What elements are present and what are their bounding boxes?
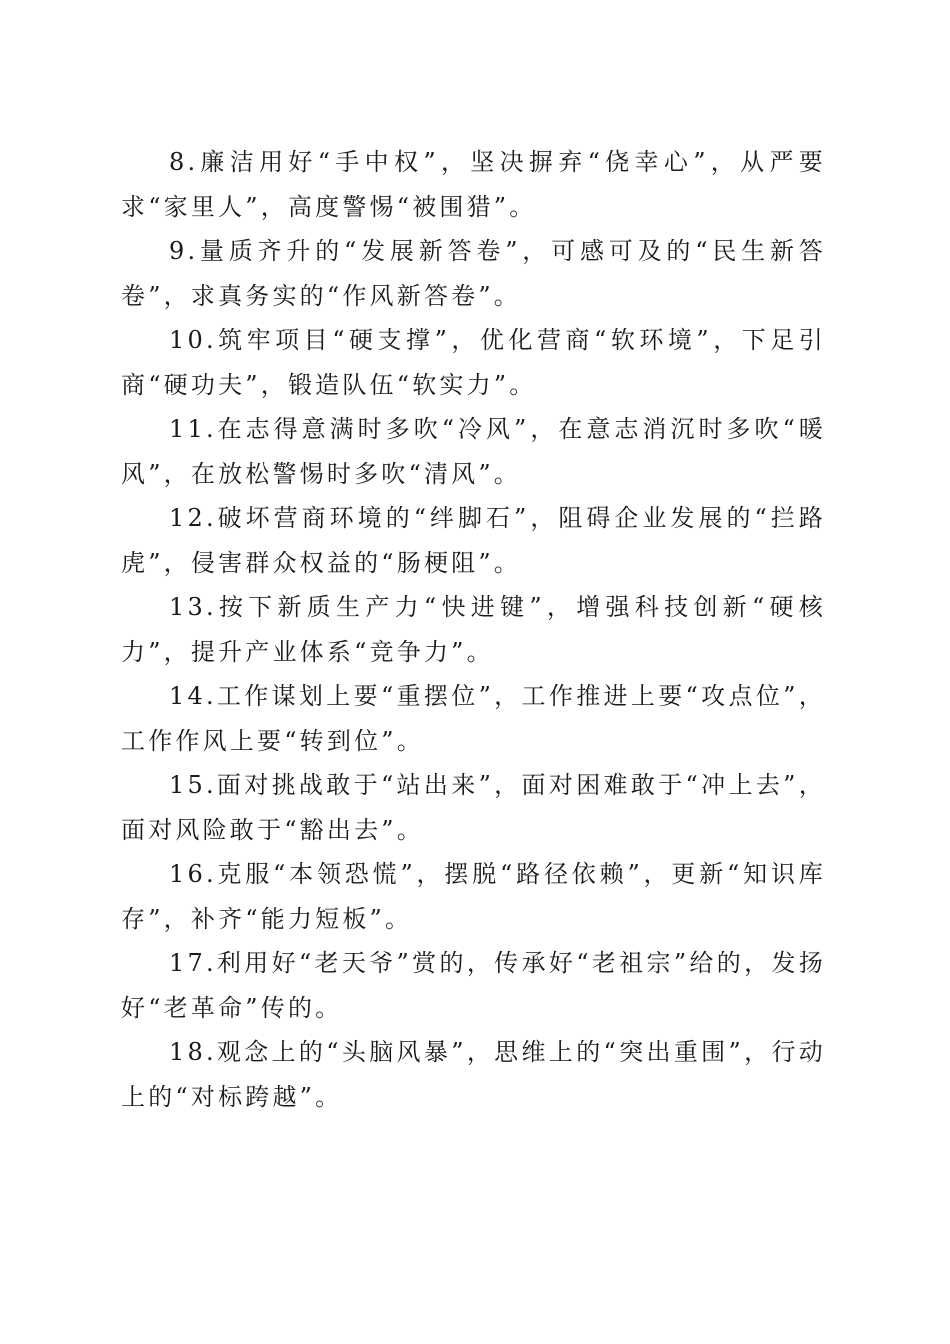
list-item-8: 8.廉洁用好“手中权”，坚决摒弃“侥幸心”，从严要求“家里人”，高度警惕“被围猎”。 [121, 148, 826, 221]
list-item-17: 17.利用好“老天爷”赏的，传承好“老祖宗”给的，发扬好“老革命”传的。 [121, 949, 826, 1022]
list-item-12: 12.破坏营商环境的“绊脚石”，阻碍企业发展的“拦路虎”，侵害群众权益的“肠梗阻”。 [121, 504, 826, 577]
list-item-16: 16.克服“本领恐慌”，摆脱“路径依赖”，更新“知识库存”，补齐“能力短板”。 [121, 860, 826, 933]
list-item-11: 11.在志得意满时多吹“冷风”，在意志消沉时多吹“暖风”，在放松警惕时多吹“清风”。 [121, 415, 826, 488]
list-item-10: 10.筑牢项目“硬支撑”，优化营商“软环境”，下足引商“硬功夫”，锻造队伍“软实力”。 [121, 326, 826, 399]
list-item-14: 14.工作谋划上要“重摆位”，工作推进上要“攻点位”，工作作风上要“转到位”。 [121, 682, 826, 755]
list-item-18: 18.观念上的“头脑风暴”，思维上的“突出重围”，行动上的“对标跨越”。 [121, 1038, 826, 1111]
list-item-9: 9.量质齐升的“发展新答卷”，可感可及的“民生新答卷”，求真务实的“作风新答卷”。 [121, 237, 826, 310]
list-item-13: 13.按下新质生产力“快进键”，增强科技创新“硬核力”，提升产业体系“竞争力”。 [121, 593, 826, 666]
list-item-15: 15.面对挑战敢于“站出来”，面对困难敢于“冲上去”，面对风险敢于“豁出去”。 [121, 771, 826, 844]
document-body [121, 140, 826, 1119]
